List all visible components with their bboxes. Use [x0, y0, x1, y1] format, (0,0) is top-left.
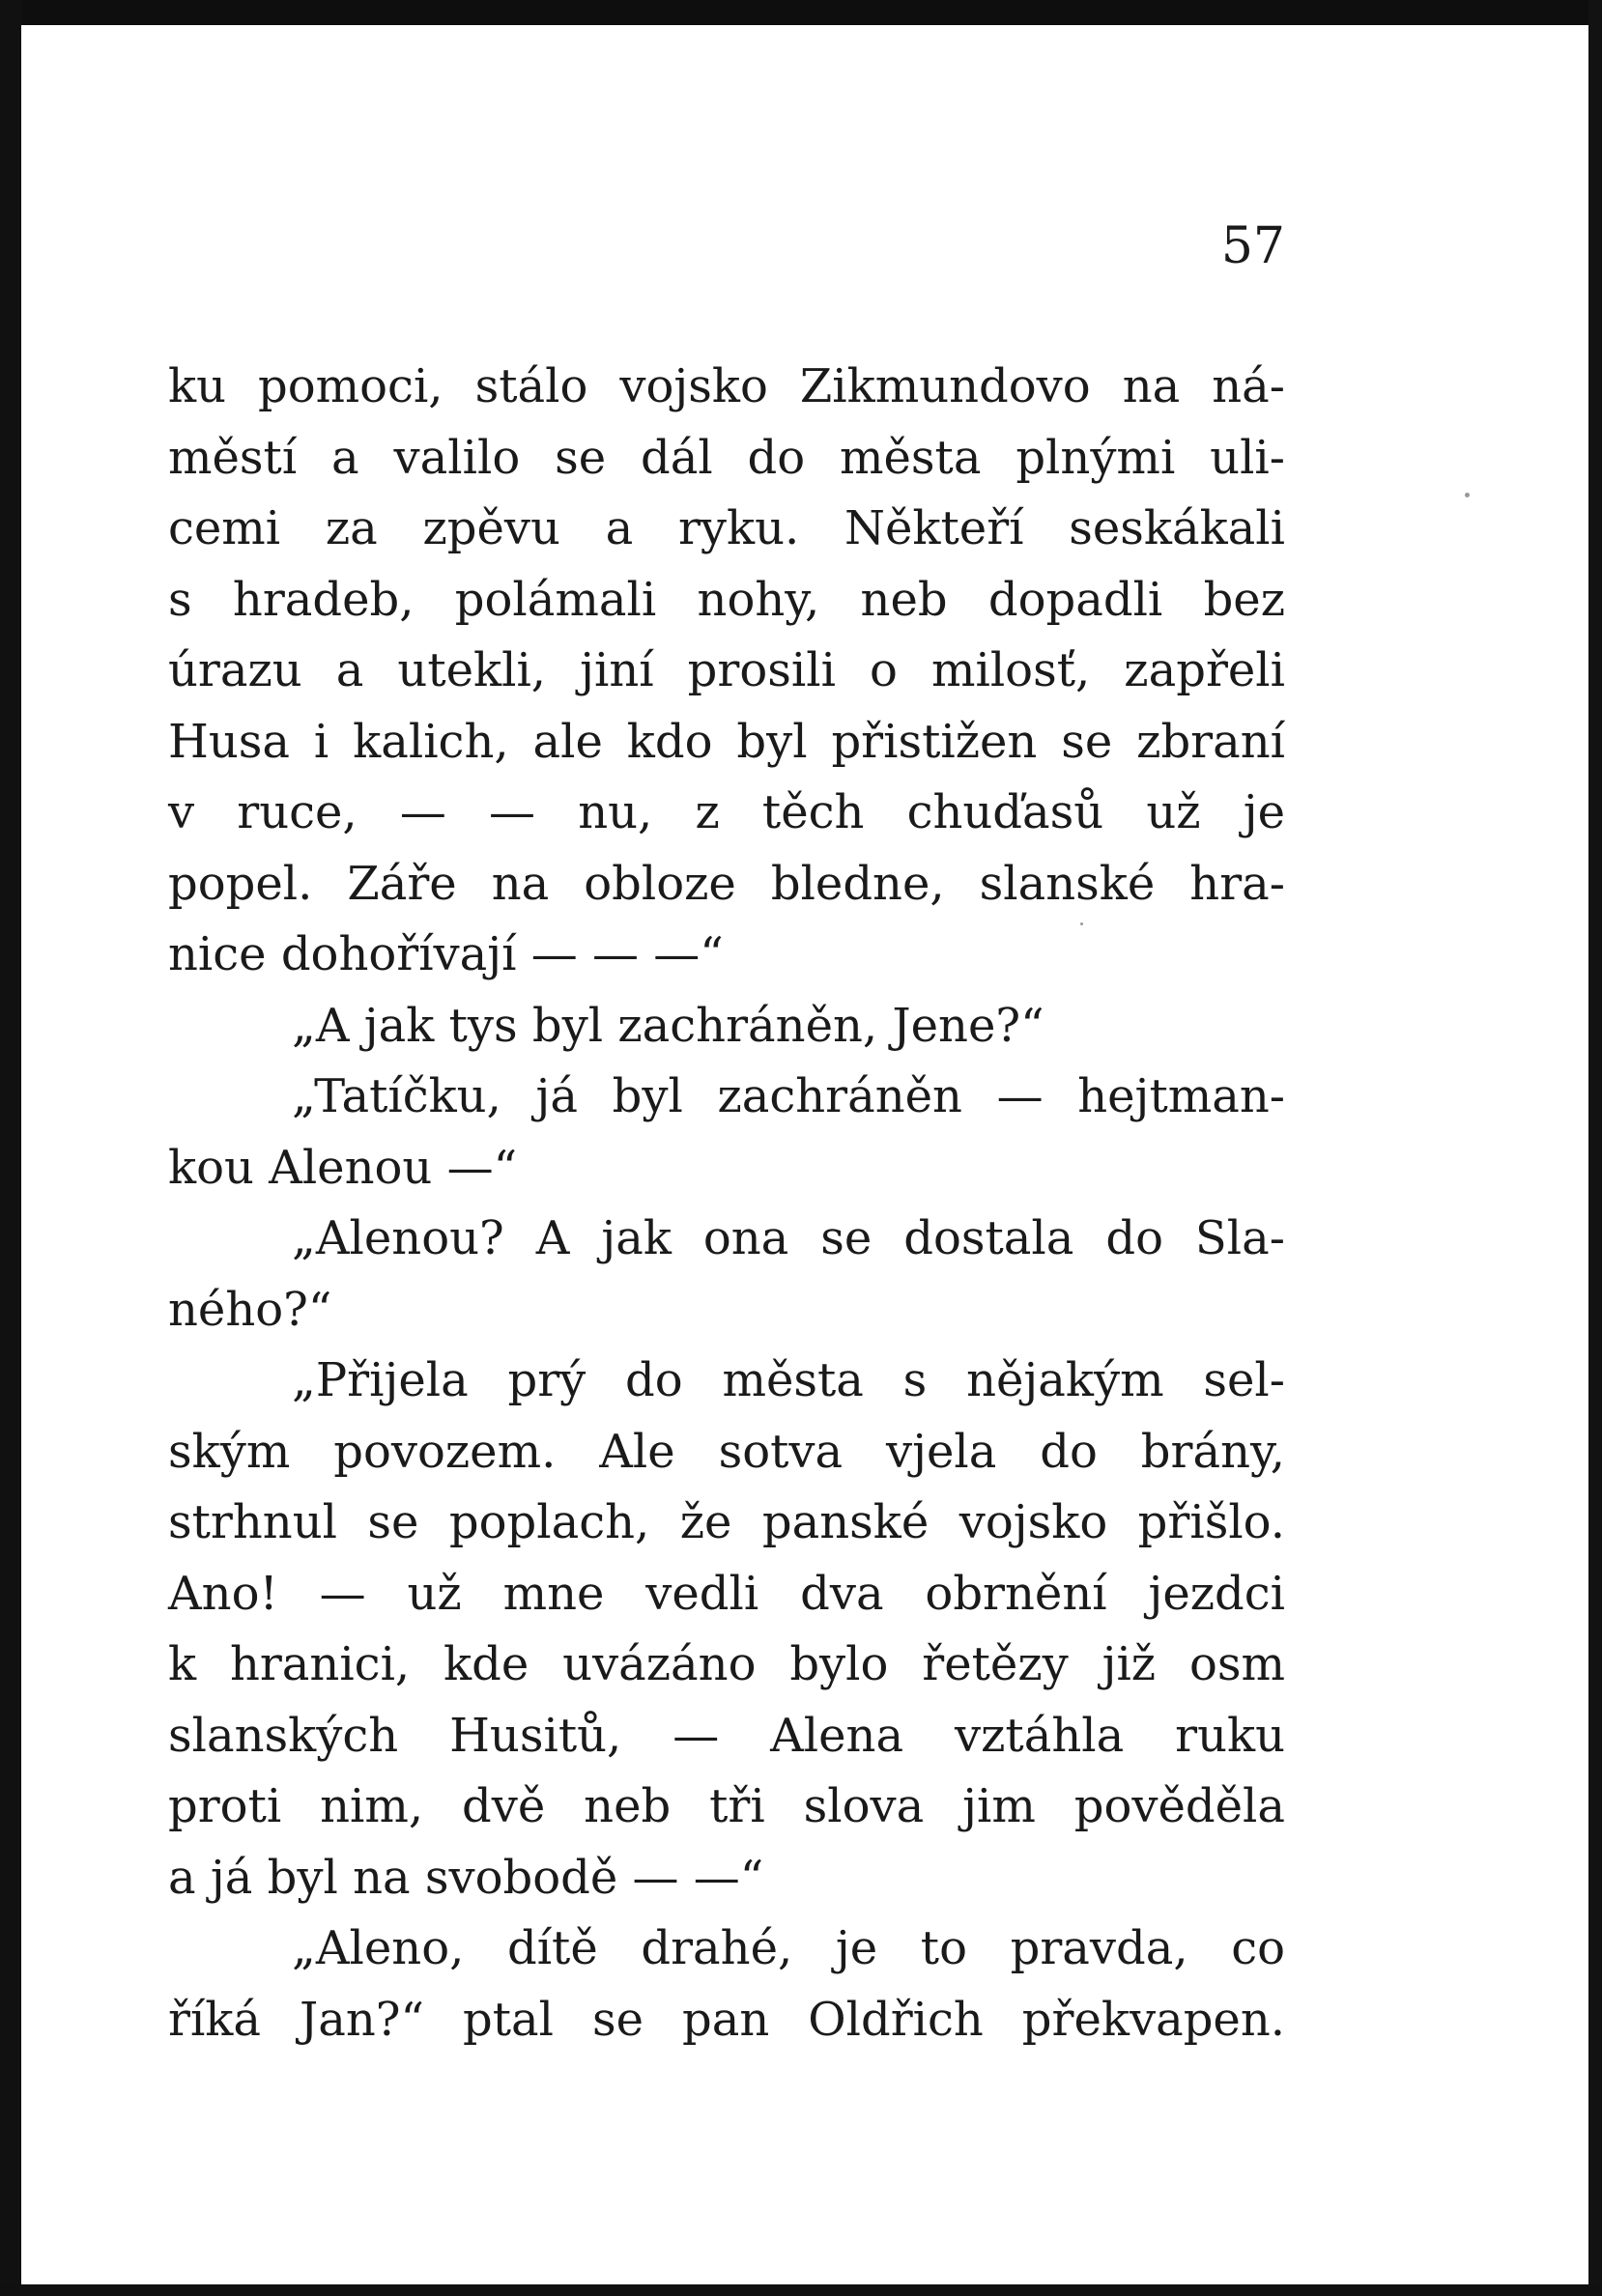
text-line: úrazu a utekli, jiní prosili o milosť, zapřeli — [168, 643, 1285, 697]
text-line: „Aleno, dítě drahé, je to pravda, co — [292, 1921, 1285, 1975]
text-line: „A jak tys byl zachráněn, Jene?“ — [292, 998, 1044, 1053]
text-line: proti nim, dvě neb tři slova jim pověděla — [168, 1779, 1285, 1833]
text-line: říká Jan?“ ptal se pan Oldřich překvapen. — [168, 1992, 1285, 2047]
text-line: v ruce, — — nu, z těch chuďasů už je — [168, 785, 1285, 839]
text-line: ku pomoci, stálo vojsko Zikmundovo na ná- — [168, 359, 1285, 413]
text-line: nice dohořívají — — —“ — [168, 927, 724, 981]
text-line: slanských Husitů, — Alena vztáhla ruku — [168, 1708, 1285, 1763]
scan-border-right — [1588, 0, 1602, 2296]
scan-border-bottom — [0, 2284, 1602, 2296]
scan-border-top — [0, 0, 1602, 25]
text-line: městí a valilo se dál do města plnými uli- — [168, 430, 1285, 485]
text-line: s hradeb, polámali nohy, neb dopadli bez — [168, 572, 1285, 627]
scan-border-left — [0, 0, 21, 2296]
text-line: strhnul se poplach, že panské vojsko přišlo. — [168, 1495, 1285, 1549]
text-line: Ano! — už mne vedli dva obrnění jezdci — [168, 1566, 1285, 1621]
text-line: „Tatíčku, já byl zachráněn — hejtman- — [292, 1069, 1285, 1123]
text-line: cemi za zpěvu a ryku. Někteří seskákali — [168, 501, 1285, 555]
page-number: 57 — [1220, 217, 1285, 275]
text-line: Husa i kalich, ale kdo byl přistižen se zbraní — [168, 714, 1285, 769]
text-line: k hranici, kde uvázáno bylo řetězy již osm — [168, 1637, 1285, 1691]
text-line: „Alenou? A jak ona se dostala do Sla- — [292, 1211, 1285, 1265]
scan-speck — [1465, 493, 1470, 497]
text-line: kou Alenou —“ — [168, 1140, 518, 1195]
text-line: popel. Záře na obloze bledne, slanské hra- — [168, 856, 1285, 911]
text-line: a já byl na svobodě — —“ — [168, 1850, 764, 1905]
text-line: ským povozem. Ale sotva vjela do brány, — [168, 1424, 1285, 1479]
text-line: „Přijela prý do města s nějakým sel- — [292, 1353, 1285, 1407]
text-line: ného?“ — [168, 1282, 332, 1337]
body-text — [168, 352, 1285, 2055]
